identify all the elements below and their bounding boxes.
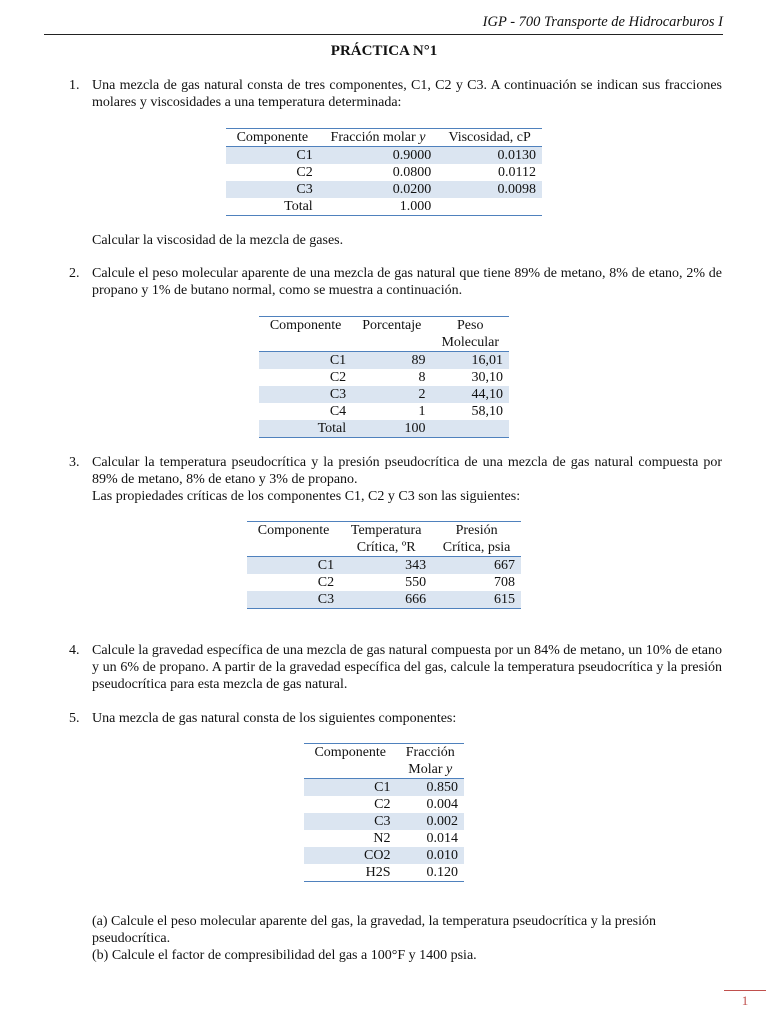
table-row xyxy=(226,147,542,165)
column-header: Componente xyxy=(236,130,309,145)
table-cell: 550 xyxy=(405,575,427,590)
table-cell: 0.0800 xyxy=(392,165,432,180)
table-row xyxy=(304,813,464,830)
table-cell: 0.0130 xyxy=(437,147,542,165)
table-row xyxy=(304,830,464,847)
question-1-instruction: Calcular la viscosidad de la mezcla de gases. xyxy=(92,233,344,248)
table-cell: C3 xyxy=(226,181,319,198)
column-header: Temperatura Crítica, ºR xyxy=(350,523,422,555)
table-cell: 1 xyxy=(418,404,426,419)
table-row xyxy=(226,181,542,198)
table-cell: 0.002 xyxy=(396,813,464,830)
critical-properties-table xyxy=(247,521,521,609)
table-cell: C1 xyxy=(226,147,319,165)
question-text: Calcular la temperatura pseudocrítica y la presión pseudocrítica de una mezcla de gas natural compuesta por 89% de metano, 8% de etano y 3% de propano. xyxy=(92,455,722,487)
table-cell: 30,10 xyxy=(471,370,503,385)
question-text: Una mezcla de gas natural consta de los siguientes componentes: xyxy=(92,711,457,726)
table-row xyxy=(247,591,521,609)
column-header: Componente xyxy=(269,318,342,333)
question-3-note: Las propiedades críticas de los componentes C1, C2 y C3 son las siguientes: xyxy=(92,489,521,504)
table-cell: Total xyxy=(259,420,352,438)
column-header: Viscosidad, cP xyxy=(448,130,531,145)
table-row xyxy=(304,864,464,882)
molecular-weight-table xyxy=(259,316,509,438)
question-5 xyxy=(69,710,722,727)
question-3 xyxy=(69,454,722,488)
table-cell: 0.9000 xyxy=(319,147,438,165)
table-cell: 2 xyxy=(352,386,431,403)
table-header-row xyxy=(247,522,521,557)
table-cell: 0.004 xyxy=(426,797,458,812)
table-cell: 1.000 xyxy=(399,199,432,214)
column-header: Fracción molar y xyxy=(330,130,426,145)
table-cell: C2 xyxy=(329,370,347,385)
table-header-row xyxy=(259,317,509,352)
table-cell: 0.120 xyxy=(426,865,458,880)
page-number: 1 xyxy=(724,990,766,1009)
table-cell: 89 xyxy=(352,352,431,370)
table-cell: 16,01 xyxy=(431,352,509,370)
question-text: Calcule el peso molecular aparente de una mezcla de gas natural que tiene 89% de metano, 8% de etano, 2% de propano y 1% de butano normal, como se muestra a continuación. xyxy=(92,266,722,298)
table-cell: 666 xyxy=(340,591,432,609)
question-2 xyxy=(69,265,722,299)
table-cell: CO2 xyxy=(304,847,396,864)
table-cell: 343 xyxy=(340,557,432,575)
table-cell xyxy=(431,420,509,438)
table-row xyxy=(304,847,464,864)
table-row xyxy=(259,386,509,403)
table-cell: C3 xyxy=(259,386,352,403)
table-cell: 0.014 xyxy=(426,831,458,846)
column-header: Porcentaje xyxy=(362,318,422,333)
table-row xyxy=(304,779,464,797)
table-row xyxy=(226,198,542,216)
table-cell xyxy=(437,198,542,216)
table-cell: 58,10 xyxy=(471,404,503,419)
question-5-part-b: (b) Calcule el factor de compresibilidad del gas a 100°F y 1400 psia. xyxy=(92,948,477,963)
table-cell: 667 xyxy=(432,557,521,575)
table-cell: C1 xyxy=(304,779,396,797)
table-cell: C2 xyxy=(317,575,335,590)
question-text: Calcule la gravedad específica de una mezcla de gas natural compuesta por un 84% de metano, un 10% de etano y un 6% de propano. A partir de la gravedad específica del gas, calcule la temperatura pseudocrítica y la presión pseudocrítica para esta mezcla de gas natural. xyxy=(92,643,722,692)
question-text: Una mezcla de gas natural consta de tres componentes, C1, C2 y C3. A continuación se indican sus fracciones molares y viscosidades a una temperatura determinada: xyxy=(92,78,722,110)
table-cell: 0.010 xyxy=(396,847,464,864)
table-cell: 100 xyxy=(352,420,431,438)
table-header-row xyxy=(304,744,464,779)
table-cell: C3 xyxy=(247,591,340,609)
table-header-row xyxy=(226,129,542,147)
question-4 xyxy=(69,642,722,693)
table-cell: 0.0112 xyxy=(498,165,536,180)
table-cell: 0.850 xyxy=(396,779,464,797)
column-header: Componente xyxy=(314,745,387,760)
table-cell: C2 xyxy=(374,797,391,812)
table-cell: 0.0200 xyxy=(319,181,438,198)
question-number: 2. xyxy=(69,266,80,281)
header-course-title: IGP - 700 Transporte de Hidrocarburos I xyxy=(482,14,723,30)
table-row xyxy=(304,796,464,813)
column-header: Peso Molecular xyxy=(441,318,499,350)
table-cell: H2S xyxy=(365,865,391,880)
question-number: 3. xyxy=(69,455,80,470)
gas-composition-table xyxy=(304,743,464,882)
table-cell: C4 xyxy=(329,404,347,419)
table-row xyxy=(259,420,509,438)
table-row xyxy=(259,352,509,370)
table-row xyxy=(226,164,542,181)
page-header xyxy=(44,12,723,35)
question-number: 5. xyxy=(69,711,80,726)
table-cell: C2 xyxy=(296,165,313,180)
question-5-part-a: (a) Calcule el peso molecular aparente del gas, la gravedad, la temperatura pseudocrítica y la presión pseudocrítica. xyxy=(92,914,657,946)
table-cell: C1 xyxy=(259,352,352,370)
column-header: Fracción Molar y xyxy=(405,745,455,777)
page-title: PRÁCTICA N°1 xyxy=(330,43,438,59)
table-cell: C1 xyxy=(247,557,340,575)
table-cell: 44,10 xyxy=(431,386,509,403)
table-cell: Total xyxy=(284,199,313,214)
table-row xyxy=(259,369,509,386)
column-header: Presión Crítica, psia xyxy=(442,523,511,555)
table-row xyxy=(247,574,521,591)
table-cell: C3 xyxy=(304,813,396,830)
column-header: Componente xyxy=(257,523,330,538)
table-cell: 708 xyxy=(494,575,515,590)
viscosity-table xyxy=(226,128,542,216)
question-number: 4. xyxy=(69,643,80,658)
question-1 xyxy=(69,77,722,111)
table-cell: 8 xyxy=(418,370,426,385)
table-row xyxy=(247,557,521,575)
question-number: 1. xyxy=(69,78,80,93)
table-cell: 0.0098 xyxy=(437,181,542,198)
table-row xyxy=(259,403,509,420)
table-cell: N2 xyxy=(373,831,391,846)
table-cell: 615 xyxy=(432,591,521,609)
